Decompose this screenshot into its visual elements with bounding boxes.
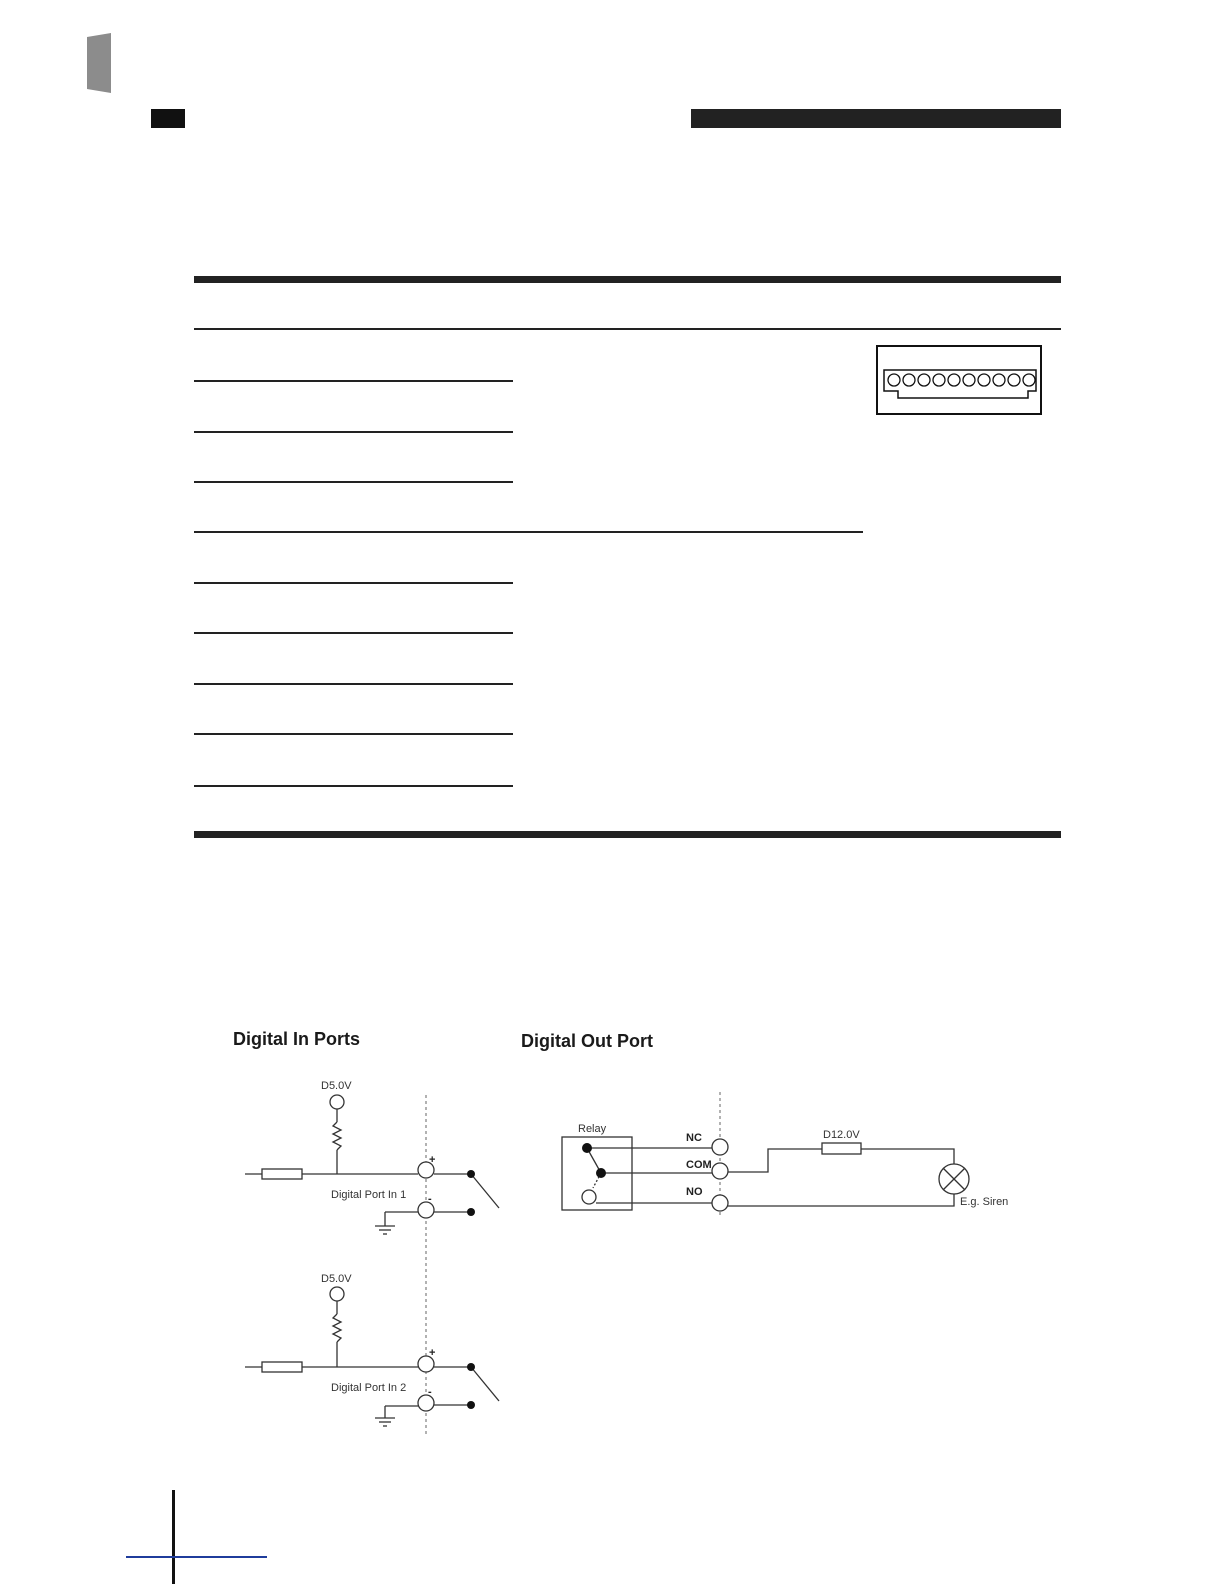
plus-label: +	[429, 1154, 436, 1166]
com-label: COM	[686, 1159, 712, 1171]
supply-label-2: D5.0V	[321, 1273, 352, 1285]
minus-label: -	[428, 1193, 432, 1205]
relay-label: Relay	[578, 1123, 607, 1135]
minus-label: -	[428, 1386, 432, 1398]
digital-in-title: Digital In Ports	[233, 1029, 361, 1049]
digital-in-2-circuit	[245, 1287, 499, 1426]
port-label-1: Digital Port In 1	[331, 1189, 407, 1201]
load-label: E.g. Siren	[960, 1196, 1009, 1208]
supply-label-1: D5.0V	[321, 1080, 352, 1092]
digital-in-1-circuit	[245, 1095, 499, 1234]
footer-vertical-line	[172, 1490, 175, 1584]
plus-label: +	[429, 1347, 436, 1359]
port-label-2: Digital Port In 2	[331, 1382, 407, 1394]
footer-underline	[126, 1556, 267, 1558]
voltage-label: D12.0V	[823, 1129, 860, 1141]
digital-out-title: Digital Out Port	[521, 1031, 653, 1051]
nc-label: NC	[686, 1132, 702, 1144]
digital-out-circuit	[562, 1137, 969, 1211]
no-label: NO	[686, 1186, 703, 1198]
